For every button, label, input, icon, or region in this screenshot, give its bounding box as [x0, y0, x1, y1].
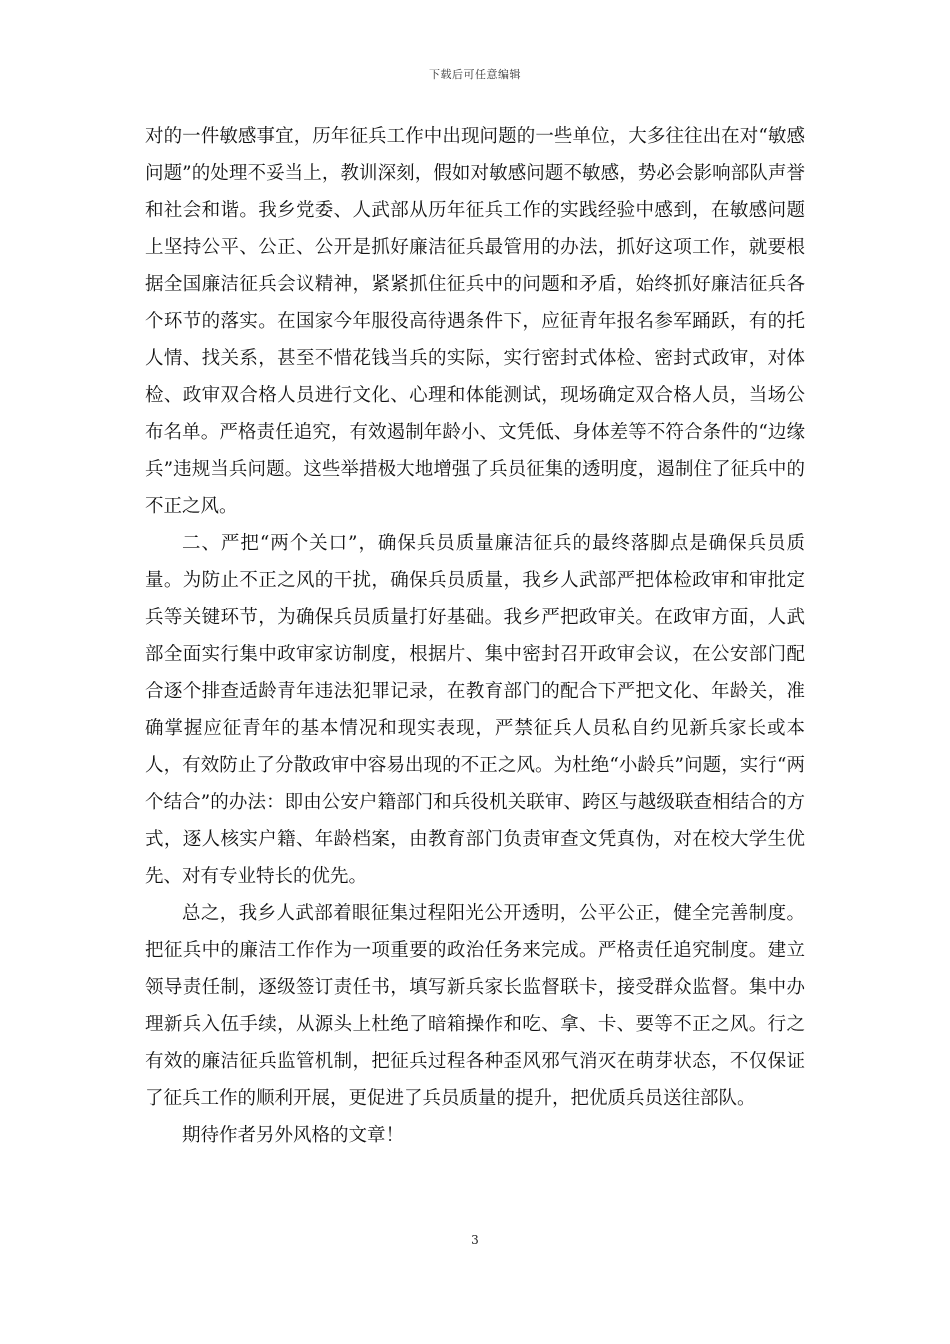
paragraph-section-two: 二、严把“两个关口”，确保兵员质量廉洁征兵的最终落脚点是确保兵员质量。为防止不正之风的干扰，确保兵员质量，我乡人武部严把体检政审和审批定兵等关键环节，为确保兵员质量打好基础。我乡严把政审关。在政审方面，人武部全面实行集中政审家访制度，根据片、集中密封召开政审会议，在公安部门配合逐个排查适龄青年违法犯罪记录，在教育部门的配合下严把文化、年龄关，准确掌握应征青年的基本情况和现实表现，严禁征兵人员私自约见新兵家长或本人，有效防止了分散政审中容易出现的不正之风。为杜绝“小龄兵”问题，实行“两个结合”的办法：即由公安户籍部门和兵役机关联审、跨区与越级联查相结合的方式，逐人核实户籍、年龄档案，由教育部门负责审查文凭真伪，对在校大学生优先、对有专业特长的优先。	[145, 533, 805, 887]
document-body	[145, 118, 805, 1154]
page-number: 3	[471, 1233, 479, 1247]
page-header: 下载后可任意编辑	[429, 68, 521, 81]
paragraph-closing: 期待作者另外风格的文章！	[182, 1125, 405, 1146]
paragraph-summary: 总之，我乡人武部着眼征集过程阳光公开透明，公平公正，健全完善制度。把征兵中的廉洁工作作为一项重要的政治任务来完成。严格责任追究制度。建立领导责任制，逐级签订责任书，填写新兵家长监督联卡，接受群众监督。集中办理新兵入伍手续，从源头上杜绝了暗箱操作和吃、拿、卡、要等不正之风。行之有效的廉洁征兵监管机制，把征兵过程各种歪风邪气消灭在萌芽状态，不仅保证了征兵工作的顺利开展，更促进了兵员质量的提升，把优质兵员送往部队。	[145, 903, 805, 1109]
paragraph-continuation: 对的一件敏感事宜，历年征兵工作中出现问题的一些单位，大多往往出在对“敏感问题”的处理不妥当上，教训深刻，假如对敏感问题不敏感，势必会影响部队声誉和社会和谐。我乡党委、人武部从历年征兵工作的实践经验中感到，在敏感问题上坚持公平、公正、公开是抓好廉洁征兵最管用的办法，抓好这项工作，就要根据全国廉洁征兵会议精神，紧紧抓住征兵中的问题和矛盾，始终抓好廉洁征兵各个环节的落实。在国家今年服役高待遇条件下，应征青年报名参军踊跃，有的托人情、找关系，甚至不惜花钱当兵的实际，实行密封式体检、密封式政审，对体检、政审双合格人员进行文化、心理和体能测试，现场确定双合格人员，当场公布名单。严格责任追究，有效遏制年龄小、文凭低、身体差等不符合条件的“边缘兵”违规当兵问题。这些举措极大地增强了兵员征集的透明度，遏制住了征兵中的不正之风。	[145, 126, 805, 517]
